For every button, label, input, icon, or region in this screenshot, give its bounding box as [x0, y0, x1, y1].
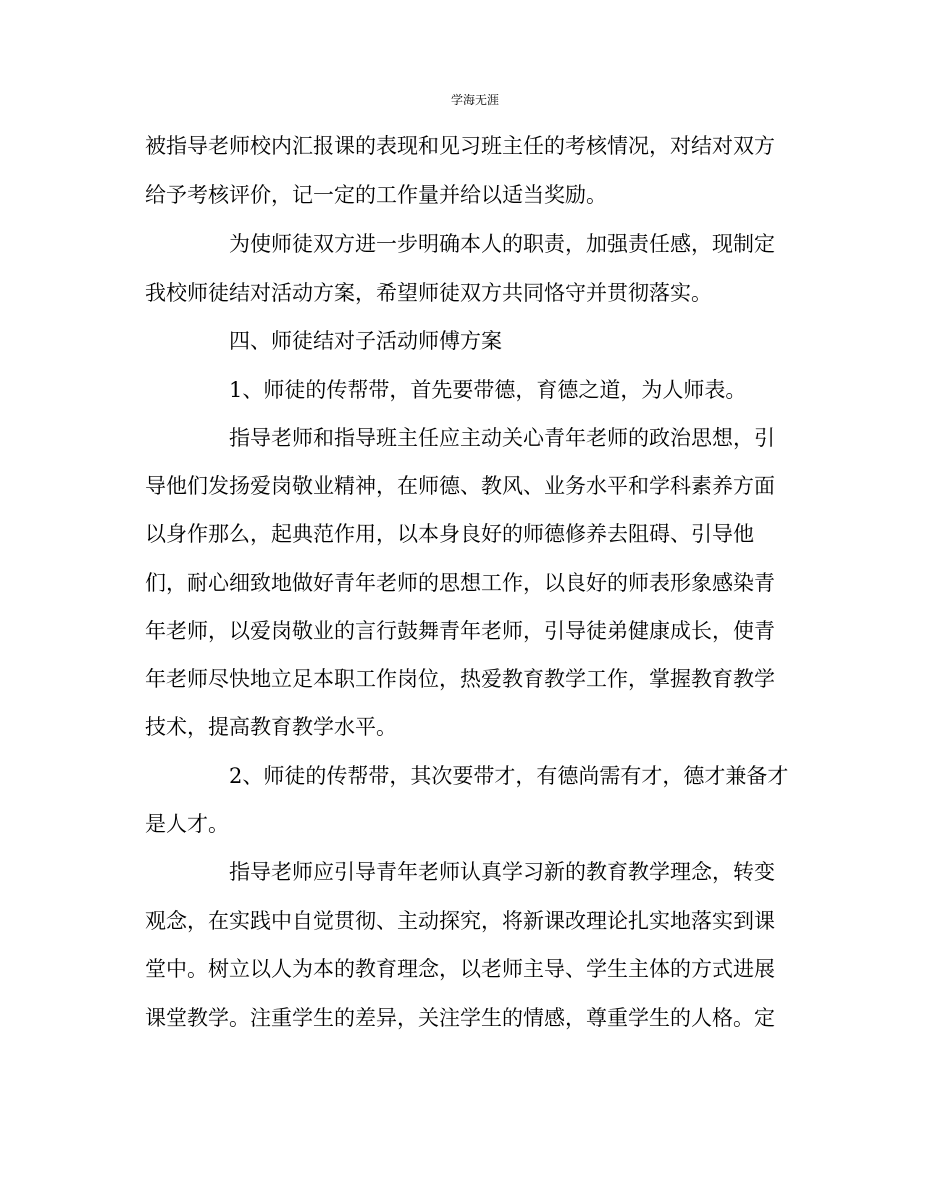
text-line: 给予考核评价，记一定的工作量并给以适当奖励。 — [145, 183, 607, 207]
text-line: 指导老师和指导班主任应主动关心青年老师的政治思想，引 — [229, 426, 775, 450]
text-line: 1、师徒的传帮带，首先要带德，育德之道，为人师表。 — [229, 378, 747, 402]
text-line: 是人才。 — [145, 812, 229, 836]
text-line: 四、师徒结对子活动师傅方案 — [229, 329, 502, 353]
text-line: 导他们发扬爱岗敬业精神，在师德、教风、业务水平和学科素养方面 — [145, 474, 775, 498]
text-line: 观念，在实践中自觉贯彻、主动探究，将新课改理论扎实地落实到课 — [145, 909, 775, 933]
text-line: 指导老师应引导青年老师认真学习新的教育教学理念，转变 — [229, 860, 775, 884]
text-line: 年老师，以爱岗敬业的言行鼓舞青年老师，引导徒弟健康成长，使青 — [145, 619, 775, 643]
text-line: 2、师徒的传帮带，其次要带才，有德尚需有才，德才兼备才 — [229, 764, 789, 788]
text-line: 我校师徒结对活动方案，希望师徒双方共同恪守并贯彻落实。 — [145, 281, 712, 305]
text-line: 堂中。树立以人为本的教育理念，以老师主导、学生主体的方式进展 — [145, 957, 775, 981]
text-line: 技术，提高教育教学水平。 — [145, 715, 397, 739]
text-line: 以身作那么，起典范作用，以本身良好的师德修养去阻碍、引导他 — [145, 522, 754, 546]
text-line: 被指导老师校内汇报课的表现和见习班主任的考核情况，对结对双方 — [145, 134, 775, 158]
page-header: 学海无涯 — [450, 93, 499, 107]
text-line: 年老师尽快地立足本职工作岗位，热爱教育教学工作，掌握教育教学 — [145, 667, 775, 691]
text-line: 们，耐心细致地做好青年老师的思想工作，以良好的师表形象感染青 — [145, 571, 775, 595]
text-line: 课堂教学。注重学生的差异，关注学生的情感，尊重学生的人格。定 — [145, 1006, 775, 1030]
text-line: 为使师徒双方进一步明确本人的职责，加强责任感，现制定 — [229, 232, 775, 256]
